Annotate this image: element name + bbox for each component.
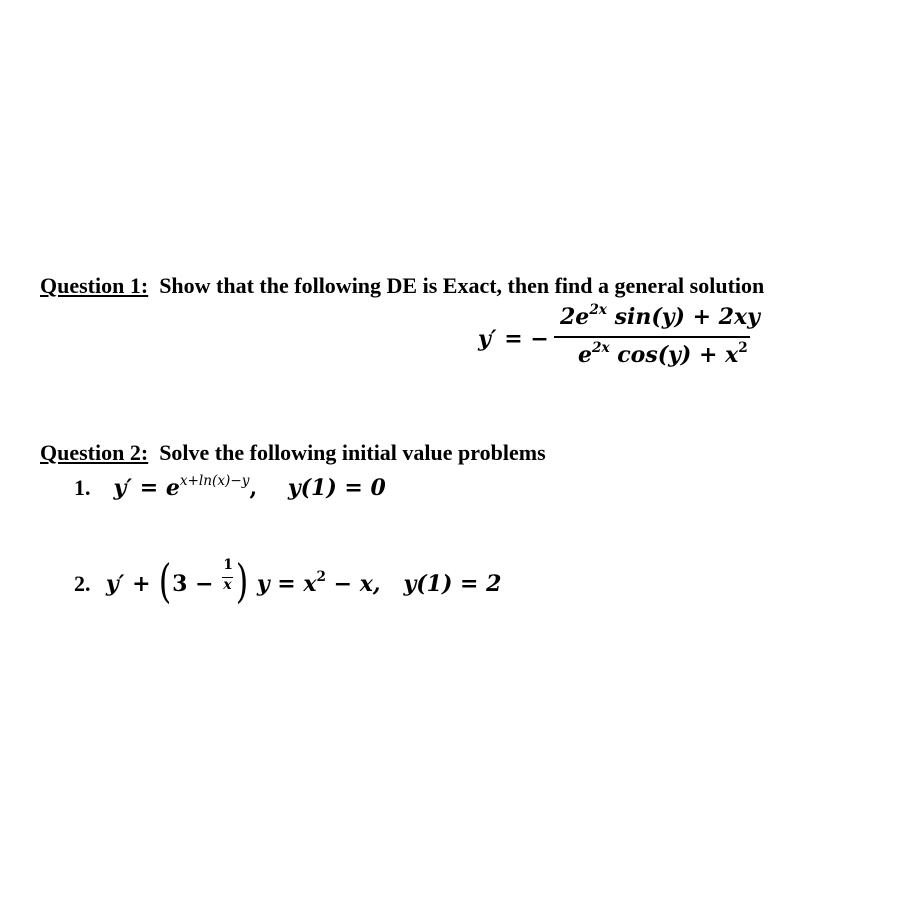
fraction-denominator: x (223, 577, 232, 593)
problem-1-lhs: y′ = e (113, 475, 180, 501)
question-1-heading (40, 273, 764, 299)
problem-1-condition: y(1) = 0 (287, 475, 386, 501)
problem-2-condition: y(1) = 2 (403, 571, 502, 597)
denominator-base: e (578, 342, 592, 368)
numerator-rest: sin(y) + 2xy (606, 304, 760, 330)
equation-lhs: y′ = − (478, 326, 549, 352)
question-1-prompt: Show that the following DE is Exact, then find a general solution (159, 273, 765, 298)
question-2-heading (40, 440, 546, 466)
problem-2-number: 2. (74, 571, 91, 596)
numerator-coef: 2e (560, 304, 590, 330)
numerator-exponent: 2x (589, 302, 607, 319)
open-paren: ( (158, 554, 172, 608)
problem-1 (74, 475, 386, 501)
equation-numerator (560, 304, 760, 330)
denominator-exponent-2: 2 (738, 340, 748, 357)
one-over-x-fraction (222, 557, 234, 601)
close-paren: ) (235, 554, 249, 608)
problem-2-lhs: y′ + (105, 571, 159, 597)
question-2-label: Question 2: (40, 440, 149, 465)
problem-1-number: 1. (74, 475, 91, 500)
problem-2-rhs: y = x (256, 571, 317, 597)
question-1-label: Question 1: (40, 273, 149, 298)
problem-1-exponent: x+ln(x)−y (179, 473, 250, 490)
denominator-middle: cos(y) + x (609, 342, 739, 368)
denominator-exponent: 2x (592, 340, 610, 357)
fraction-numerator: 1 (223, 557, 233, 573)
problem-2 (74, 548, 502, 608)
problem-2-inner: 3 − (172, 571, 222, 597)
question-2-prompt: Solve the following initial value problems (159, 440, 546, 465)
problem-2-rhs-rest: − x, (325, 571, 381, 597)
problem-1-separator: , (249, 475, 258, 501)
question-1-equation (478, 302, 778, 374)
equation-denominator (578, 342, 748, 368)
problem-2-rhs-exponent: 2 (316, 569, 326, 586)
fraction-bar (554, 336, 750, 338)
